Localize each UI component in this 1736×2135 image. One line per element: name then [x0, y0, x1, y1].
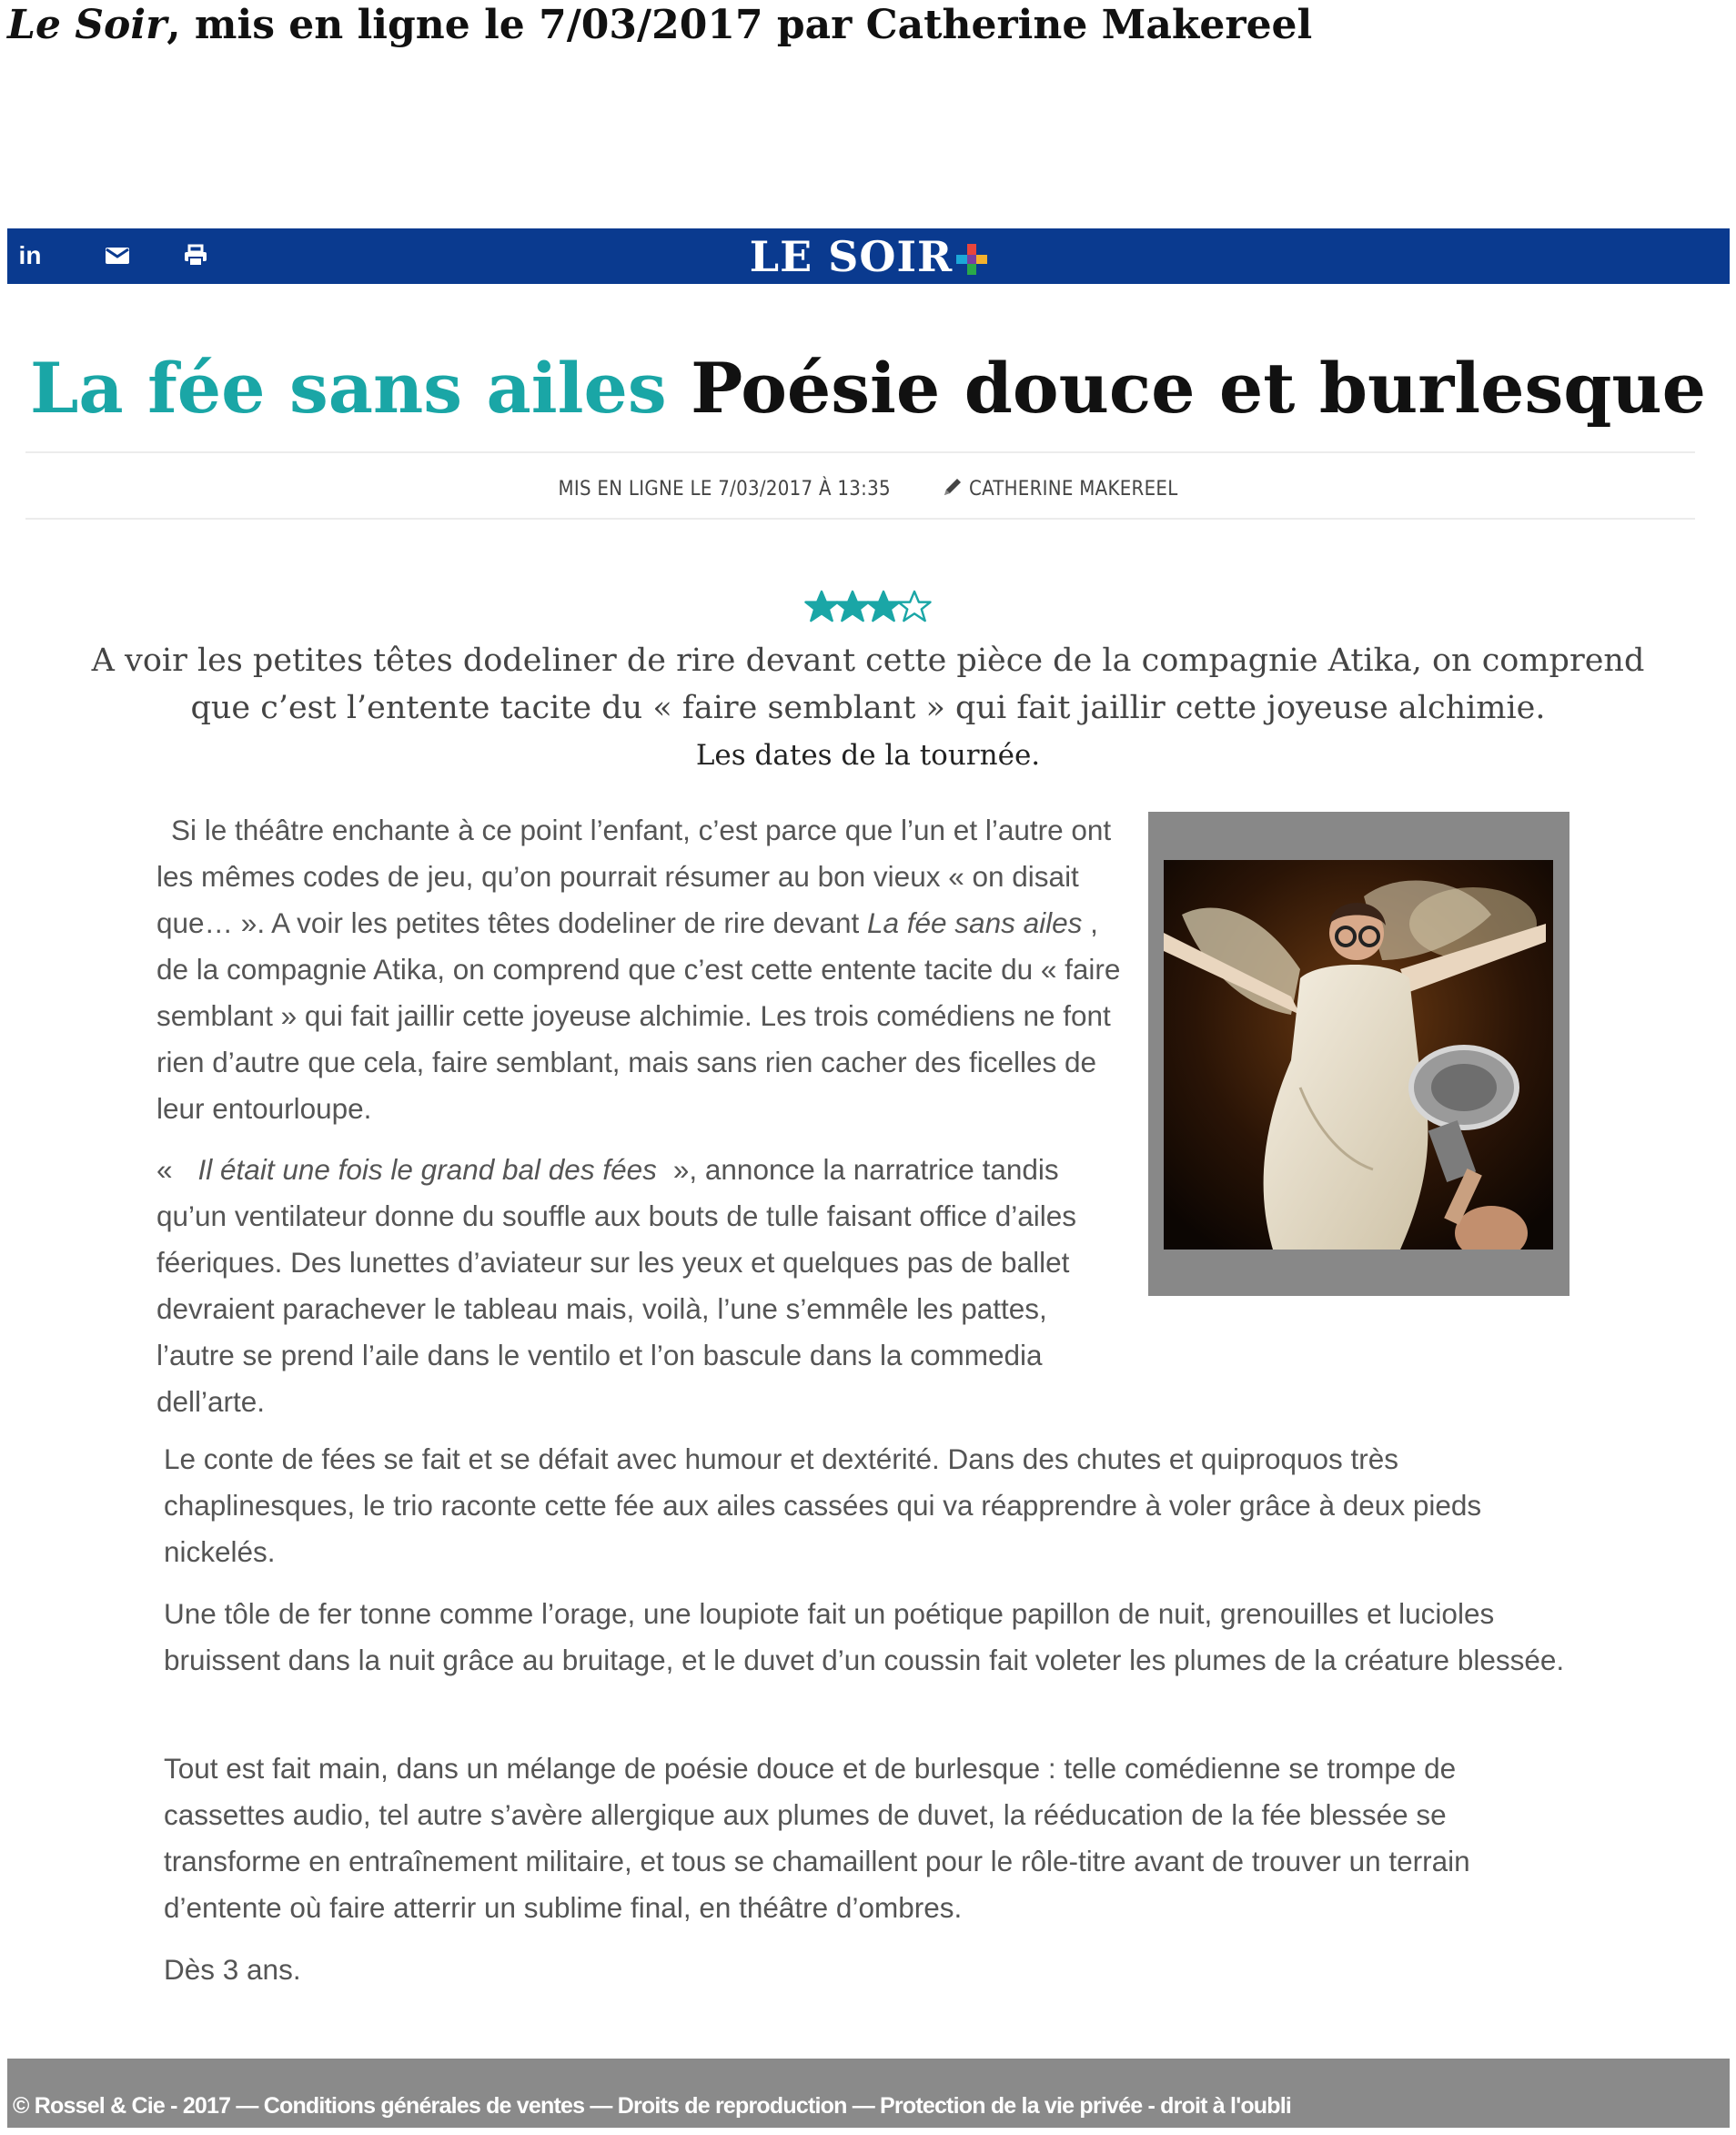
rating-stars [0, 590, 1736, 627]
pencil-icon [942, 476, 964, 498]
article-lead: A voir les petites têtes dodeliner de rire devant cette pièce de la compagnie Atika, on comprend que c’est l’entente tacite du « faire semblant » qui fait jaillir cette joyeuse alchimie. [91, 643, 1645, 726]
paragraph-1 [156, 807, 1130, 1132]
paragraph-2-rest: , annonce la narratrice tandis qu’un ventilateur donne du souffle aux bouts de tulle faisant office d’ailes féeriques. Des lunettes d’aviateur sur les yeux et quelques pas de ballet devraient parachever le tableau mais, voilà, l’une s’emmêle les pattes, l’autre se prend l’aile dans le ventilo et l’on bascule dans la commedia dell’arte. [156, 1153, 1077, 1418]
star-filled-icon [866, 590, 901, 622]
top-bar [7, 228, 1730, 284]
site-footer [7, 2059, 1730, 2128]
quote-open-mark: « [156, 1153, 173, 1186]
author-name[interactable]: CATHERINE MAKEREEL [968, 478, 1178, 501]
divider-top [25, 451, 1695, 453]
article-headline [0, 348, 1736, 429]
fairy-performer-image [1164, 860, 1553, 1250]
paragraph-1-part-b: , de la compagnie Atika, on comprend que c’est cette entente tacite du « faire semblant » qui fait jaillir cette joyeuse alchimie. Les trois comédiens ne font rien d’autre que cela, faire semblant, mais sans rien cacher des ficelles de leur entourloupe. [156, 906, 1121, 1125]
paragraph-4: Une tôle de fer tonne comme l’orage, une loupiote fait un poétique papillon de nuit, grenouilles et lucioles bruissent dans la nuit grâce au bruitage, et le duvet d’un coussin fait voleter les plumes de la créature blessée. [164, 1597, 1565, 1676]
paragraph-1-title: La fée sans ailes [866, 906, 1083, 939]
footer-links[interactable]: © Rossel & Cie - 2017 — Conditions générales de ventes — Droits de reproduction — Protection de la vie privée - droit à l'oubli [13, 2093, 1292, 2119]
article-kicker: La fée sans ailes [29, 348, 667, 429]
article-meta [0, 476, 1736, 501]
divider-bottom [25, 518, 1695, 520]
linkedin-label: in [18, 241, 42, 269]
site-logo[interactable] [7, 232, 1730, 281]
paragraph-3: Le conte de fées se fait et se défait avec humour et dextérité. Dans des chutes et quiproquos très chaplinesques, le trio raconte cette fée aux ailes cassées qui va réapprendre à voler grâce à deux pieds nickelés. [164, 1442, 1482, 1568]
paragraph-1-part-a: Si le théâtre enchante à ce point l’enfant, c’est parce que l’un et l’autre ont les mêmes codes de jeu, qu’on pourrait résumer au bon vieux « on disait que… ». A voir les petites têtes dodeliner de rire devant [156, 814, 1112, 939]
star-filled-icon [804, 590, 839, 622]
paragraph-5: Tout est fait main, dans un mélange de poésie douce et de burlesque : telle comédienne se trompe de cassettes audio, tel autre s’avère allergique aux plumes de duvet, la rééducation de la fée blessée se transforme en entraînement militaire, et tous se chamaillent pour le rôle-titre avant de trouver un terrain d’entente où faire atterrir un sublime final, en théâtre d’ombres. [164, 1752, 1470, 1924]
publish-date: MIS EN LIGNE LE 7/03/2017 À 13:35 [558, 478, 891, 501]
paragraph-2 [156, 1147, 1130, 1425]
page-caption [7, 2, 1312, 48]
tour-dates-link[interactable]: Les dates de la tournée. [695, 739, 1041, 772]
caption-publication: Le Soir [7, 2, 167, 48]
article-photo [1148, 812, 1569, 1296]
article-title: Poésie douce et burlesque [691, 348, 1707, 429]
paragraph-2-quote: Il était une fois le grand bal des fées [197, 1153, 657, 1186]
star-empty-icon [897, 590, 932, 622]
quote-close-mark: » [672, 1153, 690, 1186]
paragraph-6: Dès 3 ans. [164, 1953, 301, 1986]
logo-text: LE SOIR [749, 232, 954, 281]
caption-text: , mis en ligne le 7/03/2017 par Catherine Makereel [167, 2, 1313, 48]
star-filled-icon [835, 590, 870, 622]
plus-icon [956, 244, 987, 275]
